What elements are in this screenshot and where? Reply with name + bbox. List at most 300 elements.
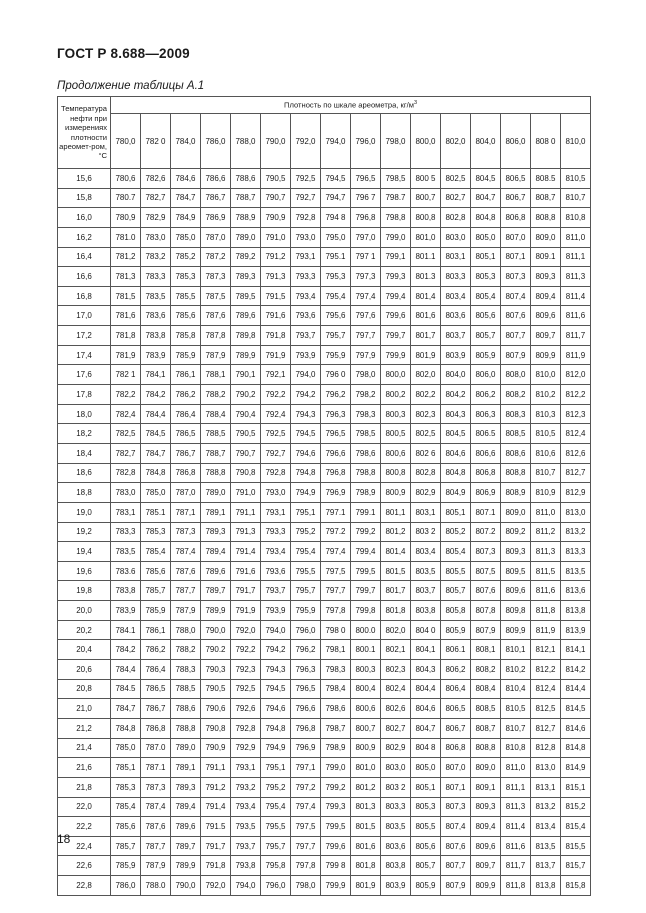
density-cell: 813,8	[531, 876, 561, 896]
density-cell: 810,7	[561, 188, 591, 208]
density-cell: 791.5	[201, 817, 231, 837]
density-cell: 815,2	[561, 797, 591, 817]
density-cell: 799,9	[381, 345, 411, 365]
density-cell: 796 0	[321, 365, 351, 385]
density-cell: 798,3	[321, 660, 351, 680]
density-cell: 795,7	[261, 836, 291, 856]
density-cell: 798,1	[321, 640, 351, 660]
density-cell: 811,1	[501, 777, 531, 797]
density-cell: 781,5	[111, 286, 141, 306]
density-cell: 791,4	[201, 797, 231, 817]
density-cell: 802 6	[411, 443, 441, 463]
density-cell: 784,2	[141, 385, 171, 405]
density-cell: 792,9	[231, 738, 261, 758]
density-cell: 799,6	[321, 836, 351, 856]
density-cell: 806,4	[441, 679, 471, 699]
density-cell: 788,3	[171, 660, 201, 680]
density-cell: 796,6	[291, 699, 321, 719]
density-cell: 812,2	[531, 660, 561, 680]
density-cell: 783,3	[111, 522, 141, 542]
density-cell: 814,9	[561, 758, 591, 778]
density-cell: 801,9	[351, 876, 381, 896]
temperature-cell: 20,4	[58, 640, 111, 660]
density-cell: 782,7	[111, 443, 141, 463]
density-column-header: 790,0	[261, 114, 291, 169]
density-cell: 814,6	[561, 718, 591, 738]
density-cell: 786,7	[171, 443, 201, 463]
density-cell: 797,7	[321, 581, 351, 601]
table-row	[58, 463, 591, 483]
density-cell: 787,6	[201, 306, 231, 326]
temperature-cell: 22,4	[58, 836, 111, 856]
density-cell: 793,7	[231, 836, 261, 856]
density-cell: 792,2	[261, 385, 291, 405]
density-cell: 796,0	[291, 620, 321, 640]
density-cell: 807,0	[441, 758, 471, 778]
table-row	[58, 306, 591, 326]
density-cell: 811,6	[561, 306, 591, 326]
density-cell: 812,7	[561, 463, 591, 483]
density-cell: 796,8	[321, 463, 351, 483]
density-cell: 780,9	[111, 208, 141, 228]
table-row	[58, 208, 591, 228]
density-cell: 790,9	[261, 208, 291, 228]
density-cell: 788,8	[171, 718, 201, 738]
density-cell: 790,5	[261, 169, 291, 189]
density-cell: 785,6	[111, 817, 141, 837]
density-cell: 812,4	[531, 679, 561, 699]
density-cell: 800,4	[351, 679, 381, 699]
density-cell: 780.7	[111, 188, 141, 208]
table-row	[58, 640, 591, 660]
density-cell: 814,5	[561, 699, 591, 719]
density-cell: 800.1	[351, 640, 381, 660]
density-cell: 787,3	[201, 267, 231, 287]
density-cell: 797,5	[321, 561, 351, 581]
density-cell: 793,4	[261, 542, 291, 562]
density-column-header: 798,0	[381, 114, 411, 169]
temperature-cell: 18,2	[58, 424, 111, 444]
density-column-header: 786,0	[201, 114, 231, 169]
density-cell: 788,6	[231, 169, 261, 189]
density-cell: 805,5	[411, 817, 441, 837]
density-cell: 811,8	[501, 876, 531, 896]
density-cell: 799,0	[381, 227, 411, 247]
density-cell: 789,8	[231, 326, 261, 346]
density-cell: 796,8	[351, 208, 381, 228]
density-cell: 799,8	[351, 601, 381, 621]
density-cell: 809,1	[471, 777, 501, 797]
table-row	[58, 404, 591, 424]
density-cell: 801,6	[411, 306, 441, 326]
density-cell: 803,6	[441, 306, 471, 326]
density-cell: 792,7	[261, 443, 291, 463]
density-cell: 801,5	[381, 561, 411, 581]
density-cell: 790,7	[231, 443, 261, 463]
density-cell: 802,5	[441, 169, 471, 189]
density-cell: 814,4	[561, 679, 591, 699]
density-cell: 809,8	[501, 601, 531, 621]
density-cell: 791,9	[231, 601, 261, 621]
density-cell: 804,4	[411, 679, 441, 699]
density-cell: 794,6	[291, 443, 321, 463]
density-cell: 801,2	[381, 522, 411, 542]
table-row	[58, 502, 591, 522]
density-cell: 782,6	[141, 169, 171, 189]
density-column-header: 806,0	[501, 114, 531, 169]
density-cell: 794,8	[291, 463, 321, 483]
density-cell: 798,5	[381, 169, 411, 189]
density-cell: 807,7	[501, 326, 531, 346]
density-cell: 794,0	[291, 365, 321, 385]
density-cell: 794,3	[291, 404, 321, 424]
table-caption: Продолжение таблицы А.1	[57, 80, 205, 92]
density-cell: 785,8	[171, 326, 201, 346]
density-cell: 804,8	[471, 208, 501, 228]
density-cell: 805,1	[471, 247, 501, 267]
density-cell: 802,8	[411, 463, 441, 483]
temperature-cell: 17,2	[58, 326, 111, 346]
density-cell: 800,9	[381, 483, 411, 503]
density-cell: 812,6	[561, 443, 591, 463]
density-cell: 784,2	[111, 640, 141, 660]
temperature-cell: 22,0	[58, 797, 111, 817]
density-cell: 809,0	[471, 758, 501, 778]
density-cell: 805,1	[441, 502, 471, 522]
density-cell: 807,3	[501, 267, 531, 287]
density-cell: 798,6	[321, 699, 351, 719]
density-cell: 792,3	[231, 660, 261, 680]
density-cell: 808,7	[531, 188, 561, 208]
density-cell: 807.2	[471, 522, 501, 542]
density-cell: 802,2	[411, 385, 441, 405]
density-cell: 806,2	[441, 660, 471, 680]
density-cell: 810,1	[501, 640, 531, 660]
density-cell: 788,1	[201, 365, 231, 385]
table-row	[58, 836, 591, 856]
density-cell: 808,2	[471, 660, 501, 680]
density-cell: 806,0	[471, 365, 501, 385]
density-cell: 800,9	[351, 738, 381, 758]
density-cell: 805,5	[441, 561, 471, 581]
density-cell: 789,4	[201, 542, 231, 562]
density-cell: 808,7	[471, 718, 501, 738]
table-row	[58, 699, 591, 719]
density-cell: 811,9	[561, 345, 591, 365]
density-cell: 786,1	[141, 620, 171, 640]
density-cell: 806.1	[441, 640, 471, 660]
density-cell: 784,9	[171, 208, 201, 228]
density-scale-header	[111, 97, 591, 114]
density-cell: 813,3	[561, 542, 591, 562]
density-cell: 795,2	[261, 777, 291, 797]
density-cell: 807,3	[471, 542, 501, 562]
temperature-cell: 16,0	[58, 208, 111, 228]
density-cell: 808,1	[471, 640, 501, 660]
density-cell: 798,8	[381, 208, 411, 228]
density-cell: 792,5	[261, 424, 291, 444]
temperature-cell: 21,0	[58, 699, 111, 719]
density-cell: 813,4	[531, 817, 561, 837]
density-cell: 787,0	[201, 227, 231, 247]
density-cell: 805,9	[441, 620, 471, 640]
density-cell: 785,0	[171, 227, 201, 247]
density-cell: 799,5	[321, 817, 351, 837]
density-cell: 791,4	[231, 542, 261, 562]
density-cell: 787,3	[171, 522, 201, 542]
density-cell: 807,3	[441, 797, 471, 817]
density-cell: 787,5	[201, 286, 231, 306]
density-cell: 813,2	[561, 522, 591, 542]
density-cell: 804,5	[471, 169, 501, 189]
density-cell: 782,9	[141, 208, 171, 228]
density-cell: 798 0	[321, 620, 351, 640]
density-cell: 797 1	[351, 247, 381, 267]
density-cell: 791,9	[261, 345, 291, 365]
density-cell: 790,0	[201, 620, 231, 640]
density-cell: 797,7	[291, 836, 321, 856]
density-cell: 812,8	[531, 738, 561, 758]
density-cell: 787.0	[141, 738, 171, 758]
density-cell: 803,8	[411, 601, 441, 621]
density-cell: 813,1	[531, 777, 561, 797]
density-cell: 813,6	[561, 581, 591, 601]
density-cell: 797.2	[321, 522, 351, 542]
density-cell: 793,0	[291, 227, 321, 247]
density-cell: 813,5	[561, 561, 591, 581]
density-cell: 786,2	[171, 385, 201, 405]
density-cell: 806,5	[441, 699, 471, 719]
density-cell: 799,1	[381, 247, 411, 267]
density-cell: 815,5	[561, 836, 591, 856]
density-cell: 803,0	[381, 758, 411, 778]
density-cell: 791,0	[261, 227, 291, 247]
density-cell: 798,4	[321, 679, 351, 699]
table-body	[58, 169, 591, 896]
table-row	[58, 679, 591, 699]
density-cell: 780,6	[111, 169, 141, 189]
density-cell: 805,8	[441, 601, 471, 621]
density-cell: 784,8	[141, 463, 171, 483]
density-cell: 793,5	[231, 817, 261, 837]
table-row	[58, 286, 591, 306]
density-cell: 789,9	[231, 345, 261, 365]
density-cell: 804,7	[471, 188, 501, 208]
density-cell: 792,8	[261, 463, 291, 483]
density-cell: 808,5	[471, 699, 501, 719]
density-cell: 786,6	[201, 169, 231, 189]
density-cell: 786,2	[141, 640, 171, 660]
density-cell: 810,5	[501, 699, 531, 719]
density-cell: 803 2	[381, 777, 411, 797]
density-cell: 795,4	[321, 286, 351, 306]
density-cell: 795,1	[261, 758, 291, 778]
table-row	[58, 345, 591, 365]
density-cell: 791,1	[201, 758, 231, 778]
density-cell: 792,8	[291, 208, 321, 228]
density-cell: 804,9	[441, 483, 471, 503]
density-cell: 798,9	[351, 483, 381, 503]
density-cell: 788,5	[201, 424, 231, 444]
density-cell: 807,9	[471, 620, 501, 640]
density-cell: 804,3	[411, 660, 441, 680]
density-cell: 791,6	[261, 306, 291, 326]
table-row	[58, 856, 591, 876]
temperature-cell: 22,8	[58, 876, 111, 896]
density-cell: 809,0	[501, 502, 531, 522]
density-cell: 783,6	[141, 306, 171, 326]
density-cell: 808,0	[501, 365, 531, 385]
density-cell: 811,3	[501, 797, 531, 817]
density-cell: 794,5	[261, 679, 291, 699]
density-cell: 795,2	[291, 522, 321, 542]
density-cell: 788,5	[171, 679, 201, 699]
density-cell: 792,4	[261, 404, 291, 424]
density-cell: 782,4	[111, 404, 141, 424]
density-cell: 793,6	[291, 306, 321, 326]
density-cell: 783,1	[111, 502, 141, 522]
density-cell: 785,4	[111, 797, 141, 817]
density-cell: 783,5	[111, 542, 141, 562]
density-cell: 794,7	[321, 188, 351, 208]
density-cell: 801,9	[411, 345, 441, 365]
density-cell: 797,9	[351, 345, 381, 365]
density-cell: 799,7	[381, 326, 411, 346]
density-cell: 789,6	[171, 817, 201, 837]
density-cell: 789,1	[171, 758, 201, 778]
density-header-text: Плотность по шкале ареометра, кг/м	[284, 100, 414, 110]
density-cell: 809,6	[471, 836, 501, 856]
density-cell: 795,7	[321, 326, 351, 346]
density-column-header: 780,0	[111, 114, 141, 169]
density-cell: 796,3	[291, 660, 321, 680]
density-cell: 800,8	[381, 463, 411, 483]
density-cell: 801,1	[381, 502, 411, 522]
density-cell: 804,6	[411, 699, 441, 719]
density-cell: 792,5	[231, 679, 261, 699]
density-cell: 798,0	[351, 365, 381, 385]
density-cell: 789,4	[171, 797, 201, 817]
density-cell: 815,4	[561, 817, 591, 837]
density-cell: 789,6	[201, 561, 231, 581]
density-cell: 790,5	[231, 424, 261, 444]
density-cell: 809,9	[531, 345, 561, 365]
density-cell: 809,6	[501, 581, 531, 601]
density-cell: 789,0	[201, 483, 231, 503]
density-cell: 797,4	[291, 797, 321, 817]
density-cell: 803,8	[381, 856, 411, 876]
density-cell: 785,6	[171, 306, 201, 326]
density-cell: 783,9	[141, 345, 171, 365]
density-cell: 785,0	[111, 738, 141, 758]
density-cell: 814,1	[561, 640, 591, 660]
density-cell: 805,7	[471, 326, 501, 346]
density-cell: 807,4	[501, 286, 531, 306]
density-cell: 784.5	[111, 679, 141, 699]
density-cell: 797,7	[351, 326, 381, 346]
density-cell: 806,8	[441, 738, 471, 758]
density-cell: 800,3	[381, 404, 411, 424]
density-cell: 791,7	[201, 836, 231, 856]
density-cell: 787,9	[171, 601, 201, 621]
density-cell: 793,9	[261, 601, 291, 621]
density-cell: 787,4	[171, 542, 201, 562]
density-cell: 805,3	[411, 797, 441, 817]
density-cell: 809,7	[471, 856, 501, 876]
density-cell: 784,5	[141, 424, 171, 444]
density-column-header: 800,0	[411, 114, 441, 169]
density-cell: 787,7	[171, 581, 201, 601]
density-cell: 791,5	[261, 286, 291, 306]
density-cell: 790,4	[231, 404, 261, 424]
density-cell: 808,4	[471, 679, 501, 699]
density-cell: 789,9	[171, 856, 201, 876]
density-cell: 793,2	[231, 777, 261, 797]
density-cell: 789,0	[231, 227, 261, 247]
density-cell: 793,3	[261, 522, 291, 542]
table-row	[58, 601, 591, 621]
table-row	[58, 797, 591, 817]
density-cell: 793,4	[291, 286, 321, 306]
density-cell: 809,9	[501, 620, 531, 640]
density-cell: 801,8	[351, 856, 381, 876]
density-cell: 802,4	[381, 679, 411, 699]
density-cell: 795,8	[261, 856, 291, 876]
density-cell: 787,8	[201, 326, 231, 346]
density-cell: 790.2	[201, 640, 231, 660]
density-cell: 794,5	[291, 424, 321, 444]
density-cell: 797.1	[321, 502, 351, 522]
density-cell: 785,5	[171, 286, 201, 306]
temperature-cell: 17,6	[58, 365, 111, 385]
density-cell: 802,0	[381, 620, 411, 640]
density-column-header: 788,0	[231, 114, 261, 169]
density-cell: 787,9	[201, 345, 231, 365]
density-cell: 794,0	[231, 876, 261, 896]
density-cell: 798,7	[321, 718, 351, 738]
density-cell: 800,2	[381, 385, 411, 405]
density-cell: 804,8	[441, 463, 471, 483]
density-cell: 811,9	[531, 620, 561, 640]
density-cell: 802,6	[381, 699, 411, 719]
density-cell: 815,1	[561, 777, 591, 797]
density-cell: 807,6	[441, 836, 471, 856]
density-cell: 795,0	[321, 227, 351, 247]
density-cell: 783,8	[141, 326, 171, 346]
density-cell: 811,0	[561, 227, 591, 247]
density-cell: 807,9	[501, 345, 531, 365]
density-cell: 802,9	[411, 483, 441, 503]
density-cell: 791,8	[201, 856, 231, 876]
density-cell: 802,0	[411, 365, 441, 385]
table-row	[58, 817, 591, 837]
temperature-cell: 16,6	[58, 267, 111, 287]
density-cell: 796,0	[261, 876, 291, 896]
density-cell: 789,3	[231, 267, 261, 287]
temperature-cell: 15,8	[58, 188, 111, 208]
density-cell: 793,7	[261, 581, 291, 601]
density-cell: 809,3	[501, 542, 531, 562]
density-cell: 801,7	[381, 581, 411, 601]
density-cell: 792,0	[231, 620, 261, 640]
density-cell: 815,8	[561, 876, 591, 896]
density-cell: 781,8	[111, 326, 141, 346]
density-cell: 799,0	[321, 758, 351, 778]
density-cell: 795.1	[321, 247, 351, 267]
temperature-cell: 16,8	[58, 286, 111, 306]
temperature-cell: 19,8	[58, 581, 111, 601]
density-cell: 802,5	[411, 424, 441, 444]
